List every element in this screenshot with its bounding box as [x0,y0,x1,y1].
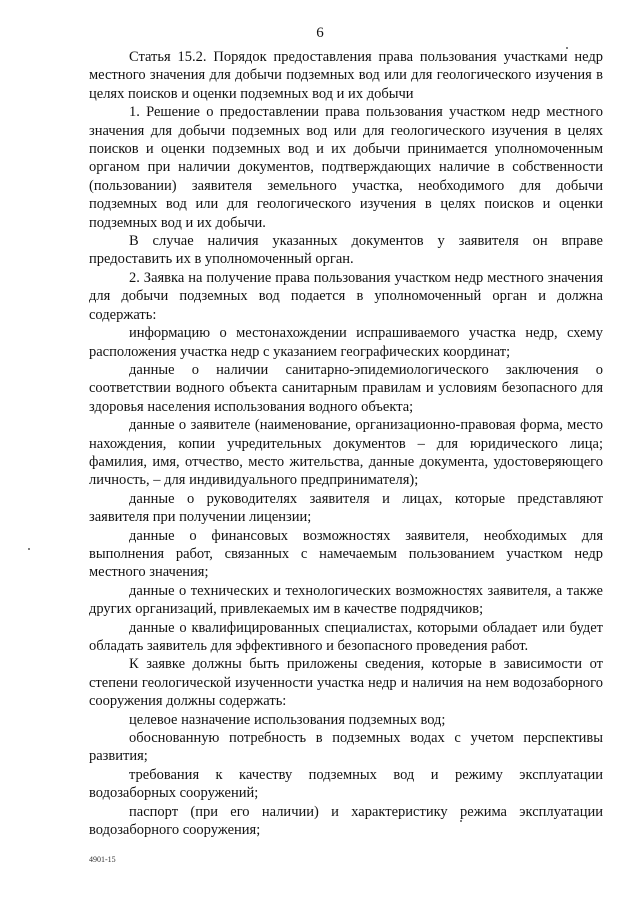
scan-speck [460,820,462,822]
paragraph: обоснованную потребность в подземных водах с учетом перспективы развития; [89,730,603,765]
paragraph: данные о руководителях заявителя и лицах, которые представляют заявителя при получении лицензии; [89,490,603,526]
document-code: 4901-15 [89,855,116,864]
paragraph: данные о квалифицированных специалистах, которыми обладает или будет обладать заявитель для эффективного и безопасного проведения работ. [89,619,603,654]
paragraph: требования к качеству подземных вод и режиму эксплуатации водозаборных сооружений; [89,766,603,802]
scan-speck [566,47,568,49]
article-heading: Статья 15.2. Порядок предоставления права пользования участками недр местного значения для добычи подземных вод или для геологического изучения в целях поисков и оценки подземных вод и их добычи [89,49,603,102]
paragraph: 2. Заявка на получение права пользования участком недр местного значения для добычи подземных вод подается в уполномоченный орган и должна содержать: [89,269,603,323]
paragraph: паспорт (при его наличии) и характеристику режима эксплуатации водозаборного сооружения; [89,803,603,839]
paragraph: 1. Решение о предоставлении права пользования участком недр местного значения для добычи подземных вод или для геологического изучения в целях поисков и оценки подземных вод и их добычи принимается уполномоченным органом при наличии документов, подтверждающих наличие в собственности (пользовании) заявителя земельного участка, необходимого для добычи подземных вод или для геологического изучения в целях поисков и оценки подземных вод и их добычи. [89,104,603,231]
paragraph: данные о финансовых возможностях заявителя, необходимых для выполнения работ, связанных с намечаемым пользованием участком недр местного значения; [89,527,603,581]
paragraph: В случае наличия указанных документов у заявителя он вправе предоставить их в уполномоченный орган. [89,233,603,268]
paragraph: К заявке должны быть приложены сведения, которые в зависимости от степени геологической изученности участка недр и наличия на нем водозаборного сооружения должны содержать: [89,656,603,710]
document-body [89,48,603,839]
page-number: 6 [316,25,324,41]
paragraph: данные о заявителе (наименование, организационно-правовая форма, место нахождения, копии учредительных документов – для юридического лица; фамилия, имя, отчество, место жительства, данные документа, удостоверяющего личность, – для индивидуального предпринимателя); [89,417,603,489]
paragraph: информацию о местонахождении испрашиваемого участка недр, схему расположения участка недр с указанием географических координат; [89,325,603,360]
paragraph: данные о технических и технологических возможностях заявителя, а также других организаций, привлекаемых им в качестве подрядчиков; [89,582,603,618]
paragraph: целевое назначение использования подземных вод; [129,711,446,728]
scan-speck [28,548,30,550]
paragraph: данные о наличии санитарно-эпидемиологического заключения о соответствии водного объекта санитарным правилам и условиям безопасного для здоровья населения использования водного объекта; [89,361,603,415]
